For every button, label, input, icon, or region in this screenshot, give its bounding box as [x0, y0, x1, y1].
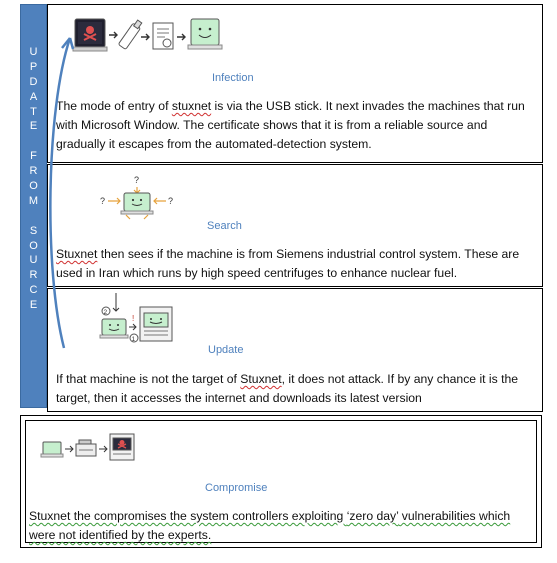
banner-letter: E — [29, 120, 38, 133]
server-icon — [76, 440, 96, 456]
banner-letter: R — [29, 165, 38, 178]
question-mark: ? — [168, 196, 174, 206]
search-stage-box — [47, 164, 543, 287]
banner-letter: M — [28, 194, 39, 207]
misspelled-word: Stuxnet — [240, 372, 282, 386]
usb-stick-icon — [118, 20, 142, 49]
compromise-stage-box — [20, 415, 542, 548]
infection-stage-box — [47, 4, 543, 163]
desc-text: is via the USB stick. It next invades the machines that run with Microsoft Window. The certificate shows that it is from a reliable source and gradually it escapes from the automated-detection system. — [56, 99, 525, 151]
laptop-icon — [121, 193, 153, 214]
desc-text: , it does not attack. If by any chance it is the target, then it accesses the internet and downloads its latest version — [56, 372, 519, 405]
arrow-icon — [113, 293, 119, 311]
arrow-icon — [134, 187, 140, 193]
banner-letter: U — [29, 46, 38, 58]
banner-letter: A — [29, 90, 38, 103]
compromise-title: Compromise — [205, 482, 268, 494]
banner-letter: U — [29, 254, 38, 267]
update-stage-box — [47, 288, 543, 412]
desc-text: If that machine is not the target of — [56, 372, 241, 386]
update-description — [56, 370, 540, 408]
update-title: Update — [208, 344, 244, 356]
banner-letter: O — [29, 180, 38, 193]
arrow-icon — [126, 215, 148, 219]
banner-letter: E — [29, 299, 38, 312]
compromise-illustration — [41, 432, 137, 462]
question-mark: ? — [100, 196, 106, 206]
update-illustration — [98, 293, 178, 343]
infected-control-cabinet-icon — [110, 434, 134, 460]
desc-text: The mode of entry of — [56, 99, 172, 113]
compromise-description — [29, 507, 535, 545]
banner-letter: T — [30, 105, 37, 118]
arrow-icon — [108, 198, 120, 204]
search-illustration — [100, 173, 190, 221]
step-number: 2 — [103, 309, 108, 316]
arrow-icon — [109, 32, 117, 38]
step-number: 1 — [131, 336, 136, 343]
banner-letter: R — [29, 269, 38, 282]
infection-illustration — [73, 15, 223, 59]
laptop-icon — [100, 319, 128, 338]
infection-description — [56, 97, 540, 154]
arrow-icon — [65, 446, 73, 452]
banner-letter: D — [29, 75, 38, 88]
banner-letter: O — [29, 239, 38, 252]
grammar-flagged-text: Stuxnet the compromises the system controllers exploiting — [29, 509, 347, 523]
question-mark: ? — [134, 175, 140, 185]
banner-letter: C — [29, 284, 38, 297]
misspelled-word: stuxnet — [171, 99, 212, 113]
feedback-arrow-icon — [40, 30, 80, 360]
arrow-icon — [129, 324, 136, 330]
arrow-icon — [99, 446, 107, 452]
banner-letter: P — [29, 60, 38, 73]
arrow-icon — [177, 34, 185, 40]
arrow-icon — [154, 198, 166, 204]
search-title: Search — [207, 220, 242, 232]
misspelled-word: Stuxnet — [56, 247, 98, 261]
certificate-icon — [153, 23, 173, 49]
grammar-flagged-text: vulnerabilities which were not identified by the experts. — [29, 509, 511, 542]
grammar-flagged-text: ‘zero day’ — [346, 509, 399, 523]
control-cabinet-icon — [140, 307, 172, 341]
laptop-icon — [188, 19, 222, 49]
search-description — [56, 245, 540, 283]
desc-text: then sees if the machine is from Siemens industrial control system. These are used in Iran which runs by high speed centrifuges to enhance nuclear fuel. — [56, 247, 520, 280]
alert-mark: ! — [132, 314, 135, 323]
arrow-icon — [141, 34, 149, 40]
banner-letter: F — [30, 150, 37, 163]
infection-title: Infection — [212, 72, 254, 84]
laptop-icon — [41, 442, 63, 457]
banner-letter: S — [29, 224, 38, 237]
